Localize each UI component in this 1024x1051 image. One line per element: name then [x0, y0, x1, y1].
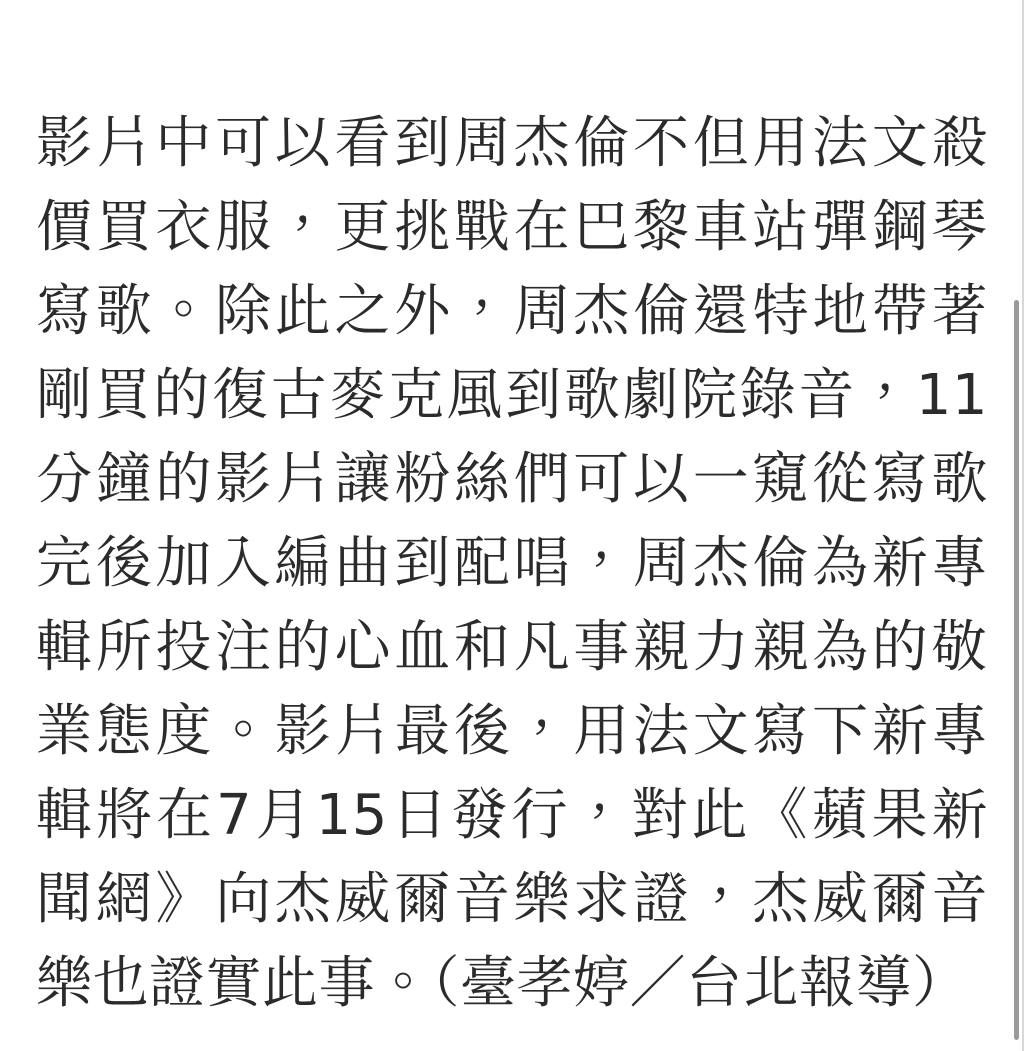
- article-paragraph: 影片中可以看到周杰倫不但用法文殺價買衣服，更挑戰在巴黎車站彈鋼琴寫歌。除此之外，周杰倫還特地帶著剛買的復古麥克風到歌劇院錄音，11分鐘的影片讓粉絲們可以一窺從寫歌完後加入編曲到配唱，周杰倫為新專輯所投注的心血和凡事親力親為的敬業態度。影片最後，用法文寫下新專輯將在7月15日發行，對此《蘋果新聞網》向杰威爾音樂求證，杰威爾音樂也證實此事。（臺孝婷／台北報導）: [36, 111, 988, 1016]
- scrollbar-thumb[interactable]: [1014, 300, 1019, 1040]
- vertical-scrollbar[interactable]: [1016, 0, 1022, 1051]
